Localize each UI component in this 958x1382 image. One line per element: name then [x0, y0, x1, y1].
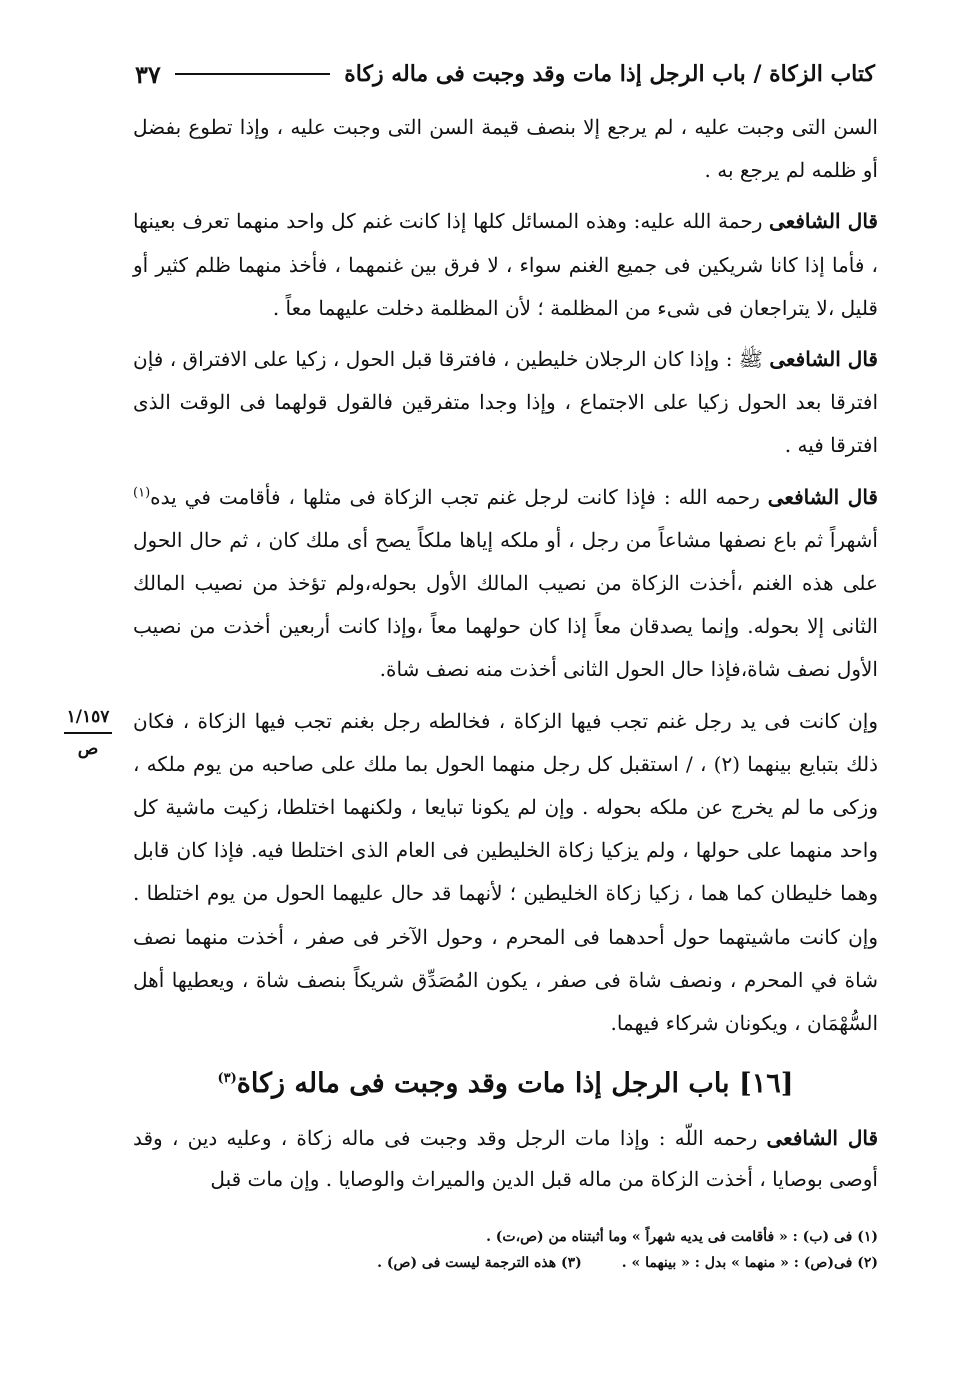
paragraph-3	[133, 338, 878, 468]
paragraph-4	[133, 476, 878, 692]
margin-page-reference	[58, 705, 118, 761]
footnote-1: (١) فى (ب) : « فأقامت فى يديه شهراً » وما أثبتناه من (ص،ت) .	[486, 1229, 878, 1245]
paragraph-lead: قال الشافعى	[769, 347, 878, 372]
paragraph-lead: قال الشافعى	[766, 1126, 878, 1150]
paragraph-lead: قال الشافعى	[767, 484, 878, 509]
page-number: ٣٧	[135, 59, 161, 89]
running-header	[135, 56, 875, 92]
paragraph-text: رحمه الله : فإذا كانت لرجل غنم تجب الزكاة فى مثلها ، فأقامت في يده	[150, 484, 768, 509]
chapter-text	[133, 1118, 878, 1200]
margin-reference-rule	[64, 732, 112, 734]
paragraph-text: رحمة الله عليه: وهذه المسائل كلها إذا كانت غنم كل واحد منهما تعرف بعينها ، فأما إذا كانا شريكين فى جميع الغنم سواء ، لا فرق بين غنمهما ، فأخذ منهما ظلم كثير أو قليل ،لا يتراجعان فى شىء من المظلمة ؛ لأن المظلمة دخلت عليهما معاً .	[133, 209, 878, 320]
paragraph-lead: قال الشافعى	[769, 209, 878, 234]
paragraph-2	[133, 200, 878, 330]
footnote-3: (٣) هذه الترجمة ليست فى (ص) .	[377, 1255, 582, 1271]
header-rule	[175, 73, 330, 75]
paragraph-text: أشهراً ثم باع نصفها مشاعاً من رجل ، أو ملكه إياها ملكاً يصح أى ملك كان ، ثم حال الحول على هذه الغنم ،أخذت الزكاة من نصيب المالك الأول بحوله،ولم تؤخذ من نصيب المالك الثانى إلا بحوله. وإنما يصدقان معاً إذا كان حولهما معاً ،وإذا كانت أربعين أخذت من نصيب الأول نصف شاة،فإذا حال الحول الثانى أخذت منه نصف شاة.	[133, 527, 878, 682]
main-text	[133, 106, 878, 1053]
paragraph-text: ﷺ : وإذا كان الرجلان خليطين ، فافترقا قبل الحول ، زكيا على الافتراق ، فإن افترقا بعد الحول زكيا على الاجتماع ، وإذا وجدا متفرقين فالقول قولهما فى الوقت الذى افترقا فيه .	[133, 347, 878, 458]
footnote-marker[interactable]: (١)	[133, 484, 151, 500]
paragraph-text: ، / استقبل كل رجل منهما الحول بما ملك على صاحبه من يوم ملكه ، وزكى ما لم يخرج عن ملكه بحوله . وإن لم يكونا تبايعا ، ولكنهما اختلطا، زكيت ماشية كل واحد منهما على حولها ، ولم يزكيا زكاة الخليطين فى العام الذى اختلطا فيه. فإذا كان قابل وهما خليطان كما هما ، زكيا زكاة الخليطين ؛ لأنهما قد حال عليهما الحول من يوم اختلطا . وإن كانت ماشيتهما حول أحدهما فى المحرم ، وحول الآخر فى صفر ، أخذت منهما نصف شاة في المحرم ، ونصف شاة فى صفر ، يكون المُصَدِّق شريكاً بنصف شاة ، ويعطيها أهل السُّهْمَان ، ويكونان شركاء فيهما.	[133, 751, 878, 1036]
header-title: كتاب الزكاة / باب الرجل إذا مات وقد وجبت فى ماله زكاة	[344, 61, 875, 87]
paragraph-text: وإن كانت فى يد رجل غنم تجب فيها الزكاة ، فخالطه رجل بغنم تجب فيها الزكاة ، فكان ذلك بتبايع بينهما	[133, 708, 878, 776]
chapter-title: [١٦] باب الرجل إذا مات وقد وجبت فى ماله زكاة	[236, 1068, 794, 1099]
margin-reference-source: ص	[77, 739, 99, 759]
margin-reference-number: ١/١٥٧	[66, 707, 110, 727]
paragraph-text: السن التى وجبت عليه ، لم يرجع إلا بنصف قيمة السن التى وجبت عليه ، وإذا تطوع بفضل أو ظلمه لم يرجع به .	[133, 115, 878, 183]
footnotes	[230, 1224, 878, 1276]
footnote-marker[interactable]: (٣)	[217, 1071, 237, 1086]
paragraph-text: رحمه اللّه : وإذا مات الرجل وقد وجبت فى ماله زكاة ، وعليه دين ، وقد أوصى بوصايا ، أخذت الزكاة من ماله قبل الدين والميراث والوصايا . وإن مات قبل	[133, 1126, 878, 1191]
footnote-marker[interactable]: (٢)	[713, 751, 741, 776]
paragraph-5	[133, 700, 878, 1046]
chapter-heading	[133, 1062, 878, 1106]
footnote-row	[230, 1250, 878, 1276]
paragraph-1	[133, 106, 878, 192]
footnote-2: (٢) فى(ص) : « منهما » بدل : « بينهما » .	[621, 1255, 878, 1271]
